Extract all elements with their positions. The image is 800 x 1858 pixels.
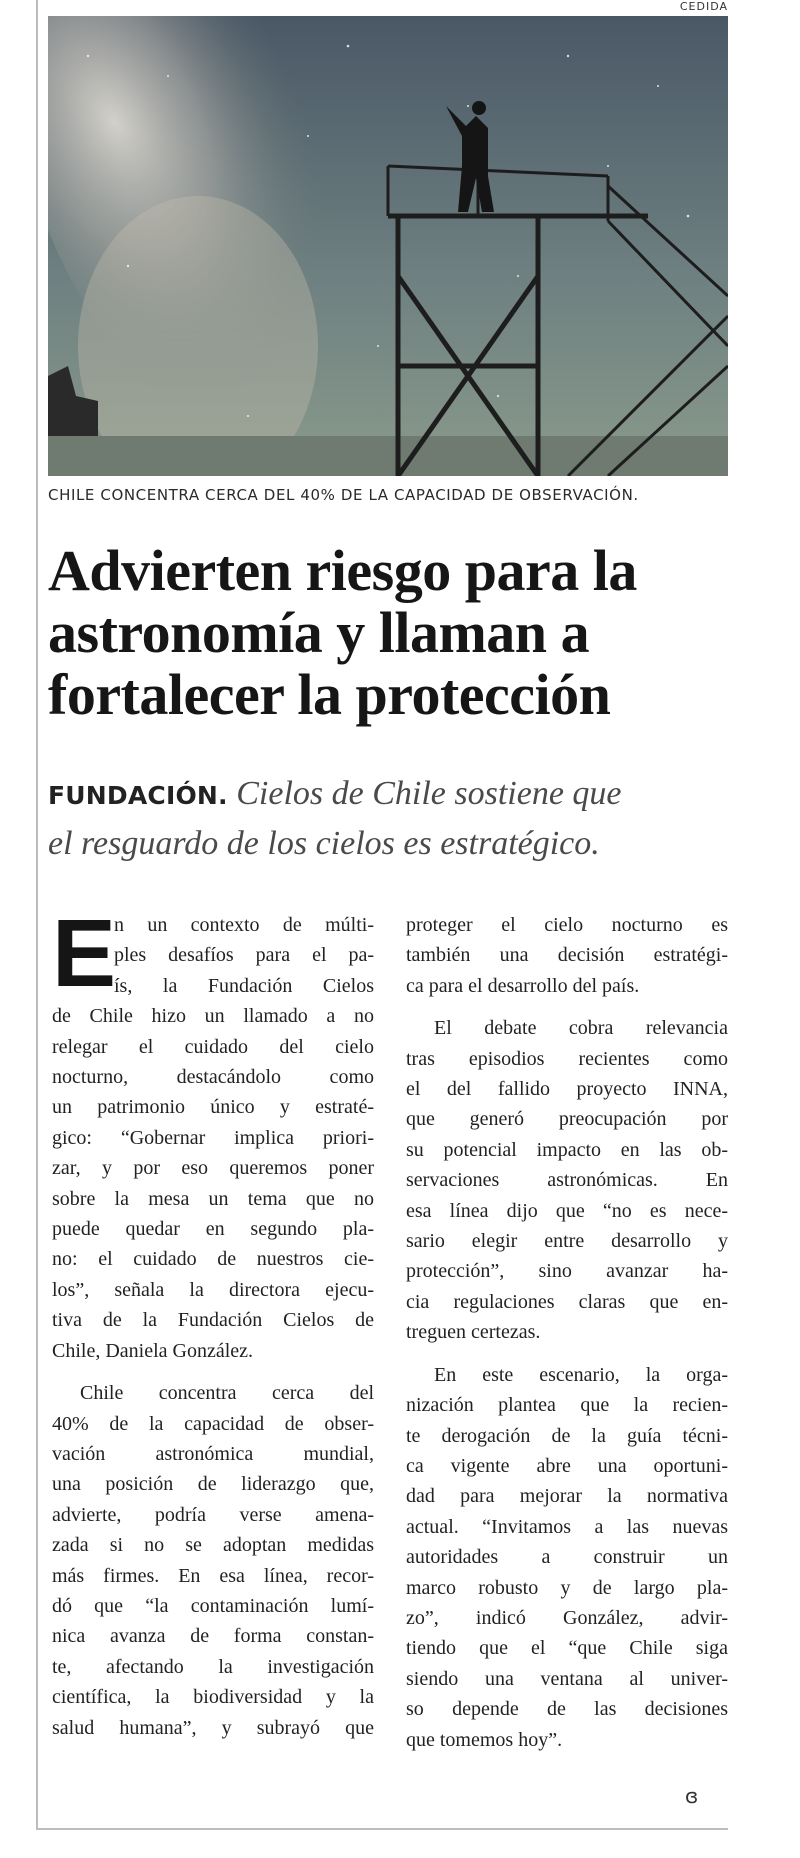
text-line: puede quedar en segundo pla- <box>52 1218 374 1241</box>
text-line: Chile, Daniela González. <box>52 1339 254 1362</box>
text-line: gico: “Gobernar implica priori- <box>52 1126 374 1149</box>
text-line: el del fallido proyecto INNA, <box>406 1078 728 1101</box>
text-line: zada si no se adoptan medidas <box>52 1534 374 1557</box>
text-line: que generó preocupación por <box>406 1108 728 1131</box>
paragraph-gap <box>52 1366 374 1378</box>
text-line: que tomemos hoy”. <box>406 1728 563 1751</box>
text-line: vación astronómica mundial, <box>52 1442 374 1465</box>
text-line: sobre la mesa un tema que no <box>52 1187 374 1210</box>
text-line: tiva de la Fundación Cielos de <box>52 1309 374 1332</box>
headline-line: fortalecer la protección <box>48 662 611 727</box>
text-line: ples desafíos para el pa- <box>114 944 374 967</box>
text-line: sario elegir entre desarrollo y <box>406 1230 728 1253</box>
text-line: un patrimonio único y estraté- <box>52 1096 374 1119</box>
text-line: En este escenario, la orga- <box>434 1363 728 1386</box>
text-line: también una decisión estratégi- <box>406 944 728 967</box>
text-line: 40% de la capacidad de obser- <box>52 1412 374 1435</box>
paragraph <box>406 1360 728 1755</box>
headline-line: astronomía y llaman a <box>48 600 590 665</box>
text-line: so depende de las decisiones <box>406 1698 728 1721</box>
lede <box>48 770 738 868</box>
text-line: proteger el cielo nocturno es <box>406 914 728 936</box>
article-column-right <box>406 910 728 1755</box>
text-line: tiendo que el “que Chile siga <box>406 1637 728 1660</box>
text-line: dad para mejorar la normativa <box>406 1485 728 1508</box>
text-line: ca vigente abre una oportuni- <box>406 1454 728 1477</box>
text-line: nización plantea que la recien- <box>406 1394 728 1417</box>
text-line: zar, y por eso queremos poner <box>52 1157 374 1180</box>
text-line: zo”, indicó González, advir- <box>406 1606 728 1629</box>
text-line: te, afectando la investigación <box>52 1655 374 1678</box>
text-line: cia regulaciones claras que en- <box>406 1290 728 1313</box>
text-line: esa línea dijo que “no es nece- <box>406 1199 728 1222</box>
text-line: nica avanza de forma constan- <box>52 1625 374 1648</box>
text-line: nocturno, destacándolo como <box>52 1066 374 1089</box>
text-line: El debate cobra relevancia <box>434 1017 728 1040</box>
text-line: marco robusto y de largo pla- <box>406 1576 728 1599</box>
text-line: ca para el desarrollo del país. <box>406 974 640 997</box>
text-line: no: el cuidado de nuestros cie- <box>52 1248 374 1271</box>
deck-line: el resguardo de los cielos es estratégico. <box>48 825 600 862</box>
second-paragraph <box>52 1378 374 1743</box>
text-line: científica, la biodiversidad y la <box>52 1686 374 1709</box>
text-line: actual. “Invitamos a las nuevas <box>406 1515 728 1538</box>
headline <box>48 540 738 726</box>
headline-line: Advierten riesgo para la <box>48 538 637 603</box>
text-line: más firmes. En esa línea, recor- <box>52 1564 374 1587</box>
text-line: tras episodios recientes como <box>406 1047 728 1070</box>
text-line: de Chile hizo un llamado a no <box>52 1005 374 1028</box>
photo-caption: CHILE CONCENTRA CERCA DEL 40% DE LA CAPACIDAD DE OBSERVACIÓN. <box>48 486 639 504</box>
text-line: te derogación de la guía técni- <box>406 1424 728 1447</box>
article-photo <box>48 16 728 476</box>
text-line: siendo una ventana al univer- <box>406 1667 728 1690</box>
text-line: dó que “la contaminación lumí- <box>52 1594 374 1617</box>
text-line: n un contexto de múlti- <box>114 914 374 936</box>
end-of-article-mark: ɞ <box>685 1784 699 1808</box>
text-line: treguen certezas. <box>406 1321 541 1344</box>
bottom-border-rule <box>36 1828 728 1830</box>
first-paragraph <box>52 900 374 1366</box>
text-line: servaciones astronómicas. En <box>406 1169 728 1192</box>
text-line: ís, la Fundación Cielos <box>114 974 374 997</box>
text-line: relegar el cuidado del cielo <box>52 1035 374 1058</box>
text-line: protección”, sino avanzar ha- <box>406 1260 728 1283</box>
paragraph-gap <box>406 1001 728 1013</box>
text-line: Chile concentra cerca del <box>80 1382 374 1405</box>
paragraph <box>406 1013 728 1347</box>
article-column-left <box>52 900 374 1743</box>
text-line: su potencial impacto en las ob- <box>406 1138 728 1161</box>
drop-cap: E <box>52 900 117 1007</box>
text-line: los”, señala la directora ejecu- <box>52 1278 374 1301</box>
text-line: una posición de liderazgo que, <box>52 1473 374 1496</box>
paragraph-gap <box>406 1348 728 1360</box>
deck-line: Cielos de Chile sostiene que <box>236 775 622 812</box>
text-line: advierte, podría verse amena- <box>52 1503 374 1526</box>
night-sky-observatory-image <box>48 16 728 476</box>
text-line: autoridades a construir un <box>406 1546 728 1569</box>
paragraph <box>406 910 728 1001</box>
text-line: salud humana”, y subrayó que <box>52 1716 374 1739</box>
left-border-rule <box>36 0 38 1830</box>
kicker: FUNDACIÓN. <box>48 781 228 810</box>
photo-credit: CEDIDA <box>679 0 728 13</box>
